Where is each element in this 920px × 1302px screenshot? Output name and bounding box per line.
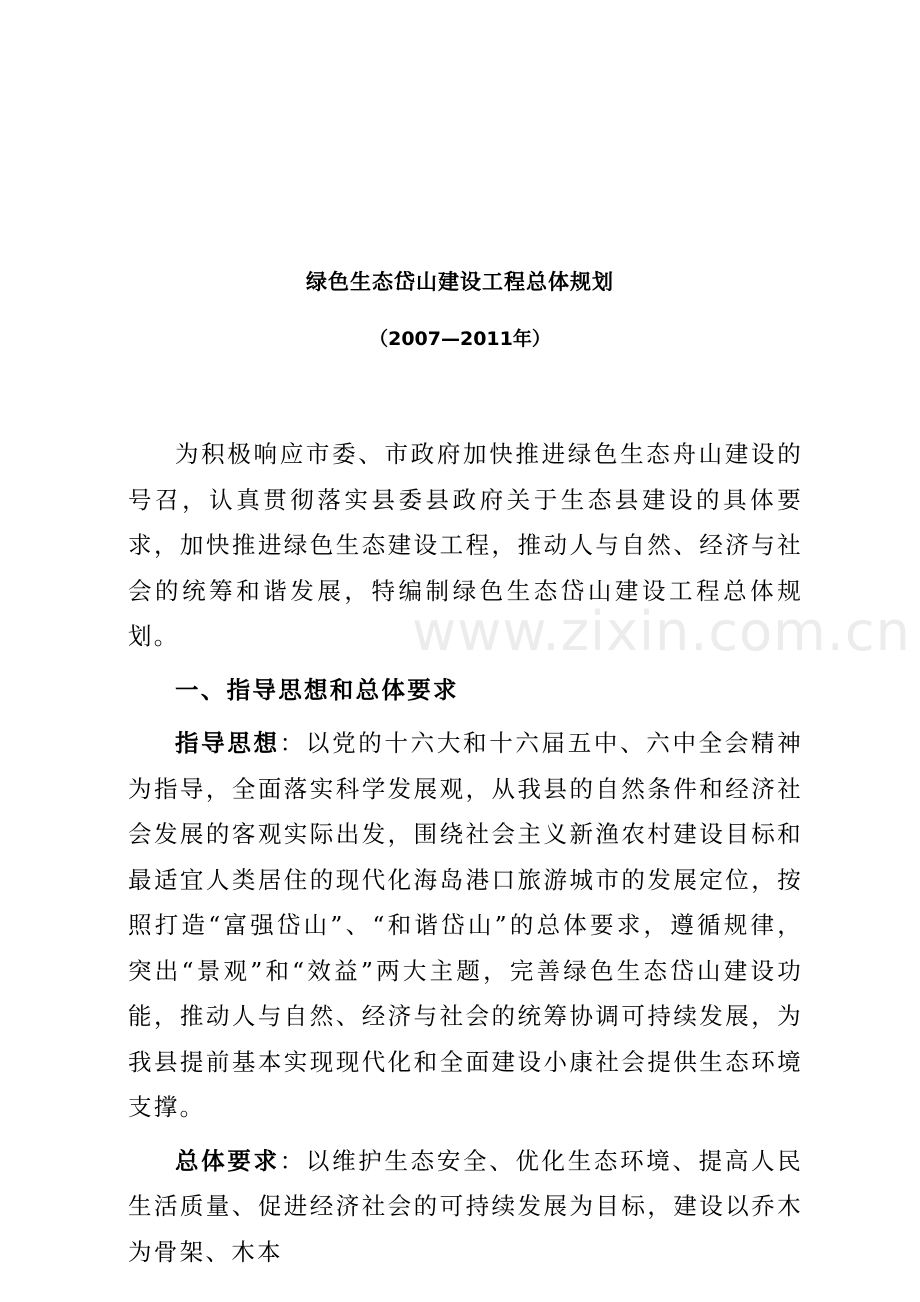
document-body <box>128 432 803 1275</box>
section-heading: 一、指导思想和总体要求 <box>175 675 459 704</box>
watermark: www.zixin.com.cn <box>412 600 911 663</box>
document-title: 绿色生态岱山建设工程总体规划 <box>306 270 614 294</box>
overall-label: 总体要求 <box>175 1146 280 1175</box>
guiding-label: 指导思想 <box>175 729 280 757</box>
intro-paragraph: 为积极响应市委、市政府加快推进绿色生态舟山建设的号召，认真贯彻落实县委县政府关于生态县建设的具体要求，加快推进绿色生态建设工程，推动人与自然、经济与社会的统筹和谐发展，特编制绿色生态岱山建设工程总体规划。 <box>128 440 803 650</box>
document-subtitle: （2007—2011年） <box>369 328 551 350</box>
overall-paragraph <box>128 1139 803 1276</box>
overall-text: ：以维护生态安全、优化生态环境、提高人民生活质量、促进经济社会的可持续发展为目标，建设以乔木为骨架、木本 <box>128 1146 804 1266</box>
guiding-paragraph <box>128 721 803 1131</box>
guiding-text: ：以党的十六大和十六届五中、六中全会精神为指导，全面落实科学发展观，从我县的自然条件和经济社会发展的客观实际出发，围绕社会主义新渔农村建设目标和最适宜人类居住的现代化海岛港口旅游城市的发展定位，按照打造“富强岱山”、“和谐岱山”的总体要求，遵循规律，突出“景观”和“效益”两大主题，完善绿色生态岱山建设功能，推动人与自然、经济与社会的统筹协调可持续发展，为我县提前基本实现现代化和全面建设小康社会提供生态环境支撑。 <box>128 729 804 1121</box>
